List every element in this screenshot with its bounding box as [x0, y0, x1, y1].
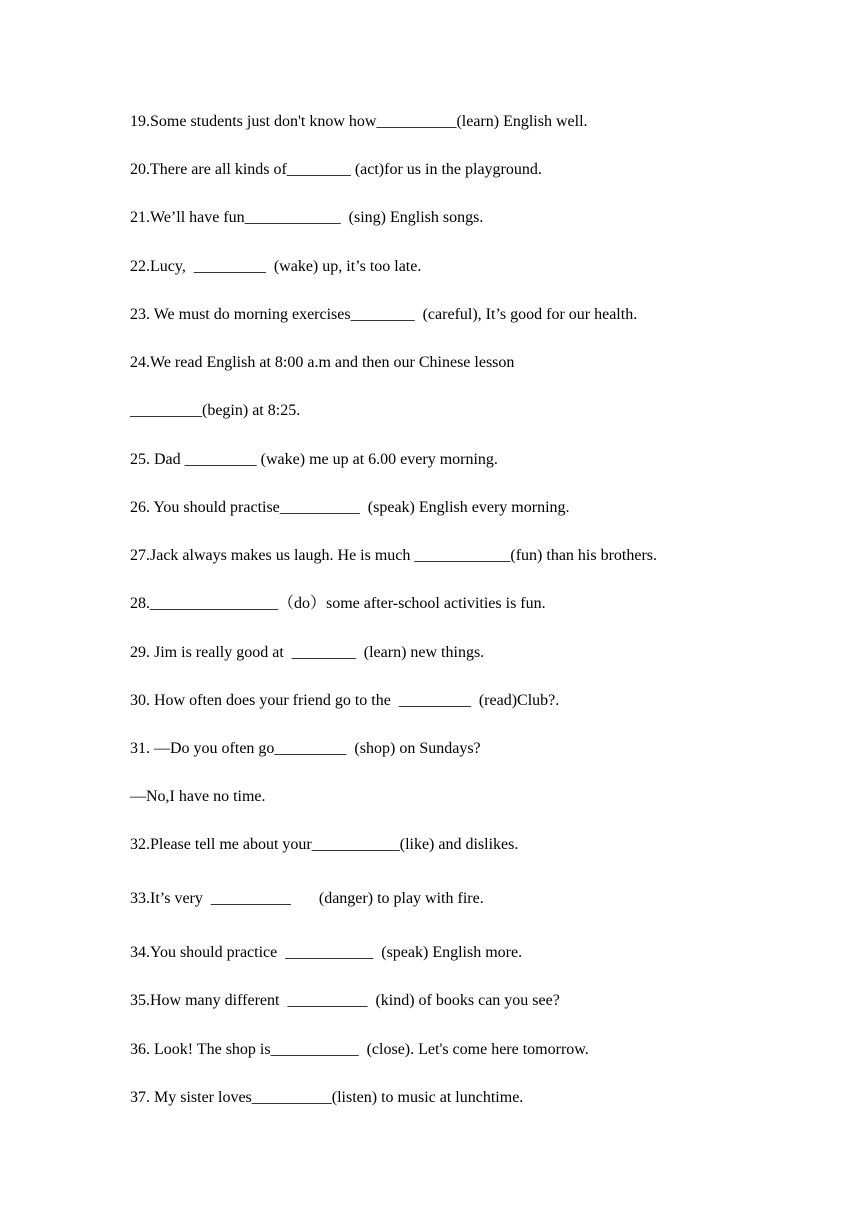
exercise-line-19: 19.Some students just don't know how__________(learn) English well. [130, 113, 588, 130]
exercise-line-31-answer: —No,I have no time. [130, 788, 266, 805]
exercise-line-32: 32.Please tell me about your___________(like) and dislikes. [130, 836, 519, 853]
exercise-line-26: 26. You should practise__________ (speak) English every morning. [130, 499, 570, 516]
exercise-line-31: 31. —Do you often go_________ (shop) on Sundays? [130, 740, 481, 757]
exercise-line-24-continued: _________(begin) at 8:25. [130, 402, 301, 419]
exercise-line-21: 21.We’ll have fun____________ (sing) English songs. [130, 209, 484, 226]
exercise-line-24: 24.We read English at 8:00 a.m and then our Chinese lesson [130, 354, 515, 371]
exercise-line-20: 20.There are all kinds of________ (act)for us in the playground. [130, 161, 542, 178]
exercise-line-36: 36. Look! The shop is___________ (close). Let's come here tomorrow. [130, 1041, 589, 1058]
exercise-line-29: 29. Jim is really good at ________ (learn) new things. [130, 644, 485, 661]
exercise-line-25: 25. Dad _________ (wake) me up at 6.00 every morning. [130, 451, 498, 468]
exercise-line-30: 30. How often does your friend go to the _________ (read)Club?. [130, 692, 560, 709]
exercise-line-22: 22.Lucy, _________ (wake) up, it’s too late. [130, 258, 422, 275]
exercise-line-34: 34.You should practice ___________ (speak) English more. [130, 944, 523, 961]
exercise-line-33: 33.It’s very __________ (danger) to play with fire. [130, 890, 484, 907]
exercise-line-28: 28.________________（do）some after-school activities is fun. [130, 595, 546, 612]
exercise-line-27: 27.Jack always makes us laugh. He is much ____________(fun) than his brothers. [130, 547, 658, 564]
exercise-line-23: 23. We must do morning exercises________ (careful), It’s good for our health. [130, 306, 638, 323]
exercise-line-35: 35.How many different __________ (kind) of books can you see? [130, 992, 560, 1009]
exercise-line-37: 37. My sister loves__________(listen) to music at lunchtime. [130, 1089, 524, 1106]
